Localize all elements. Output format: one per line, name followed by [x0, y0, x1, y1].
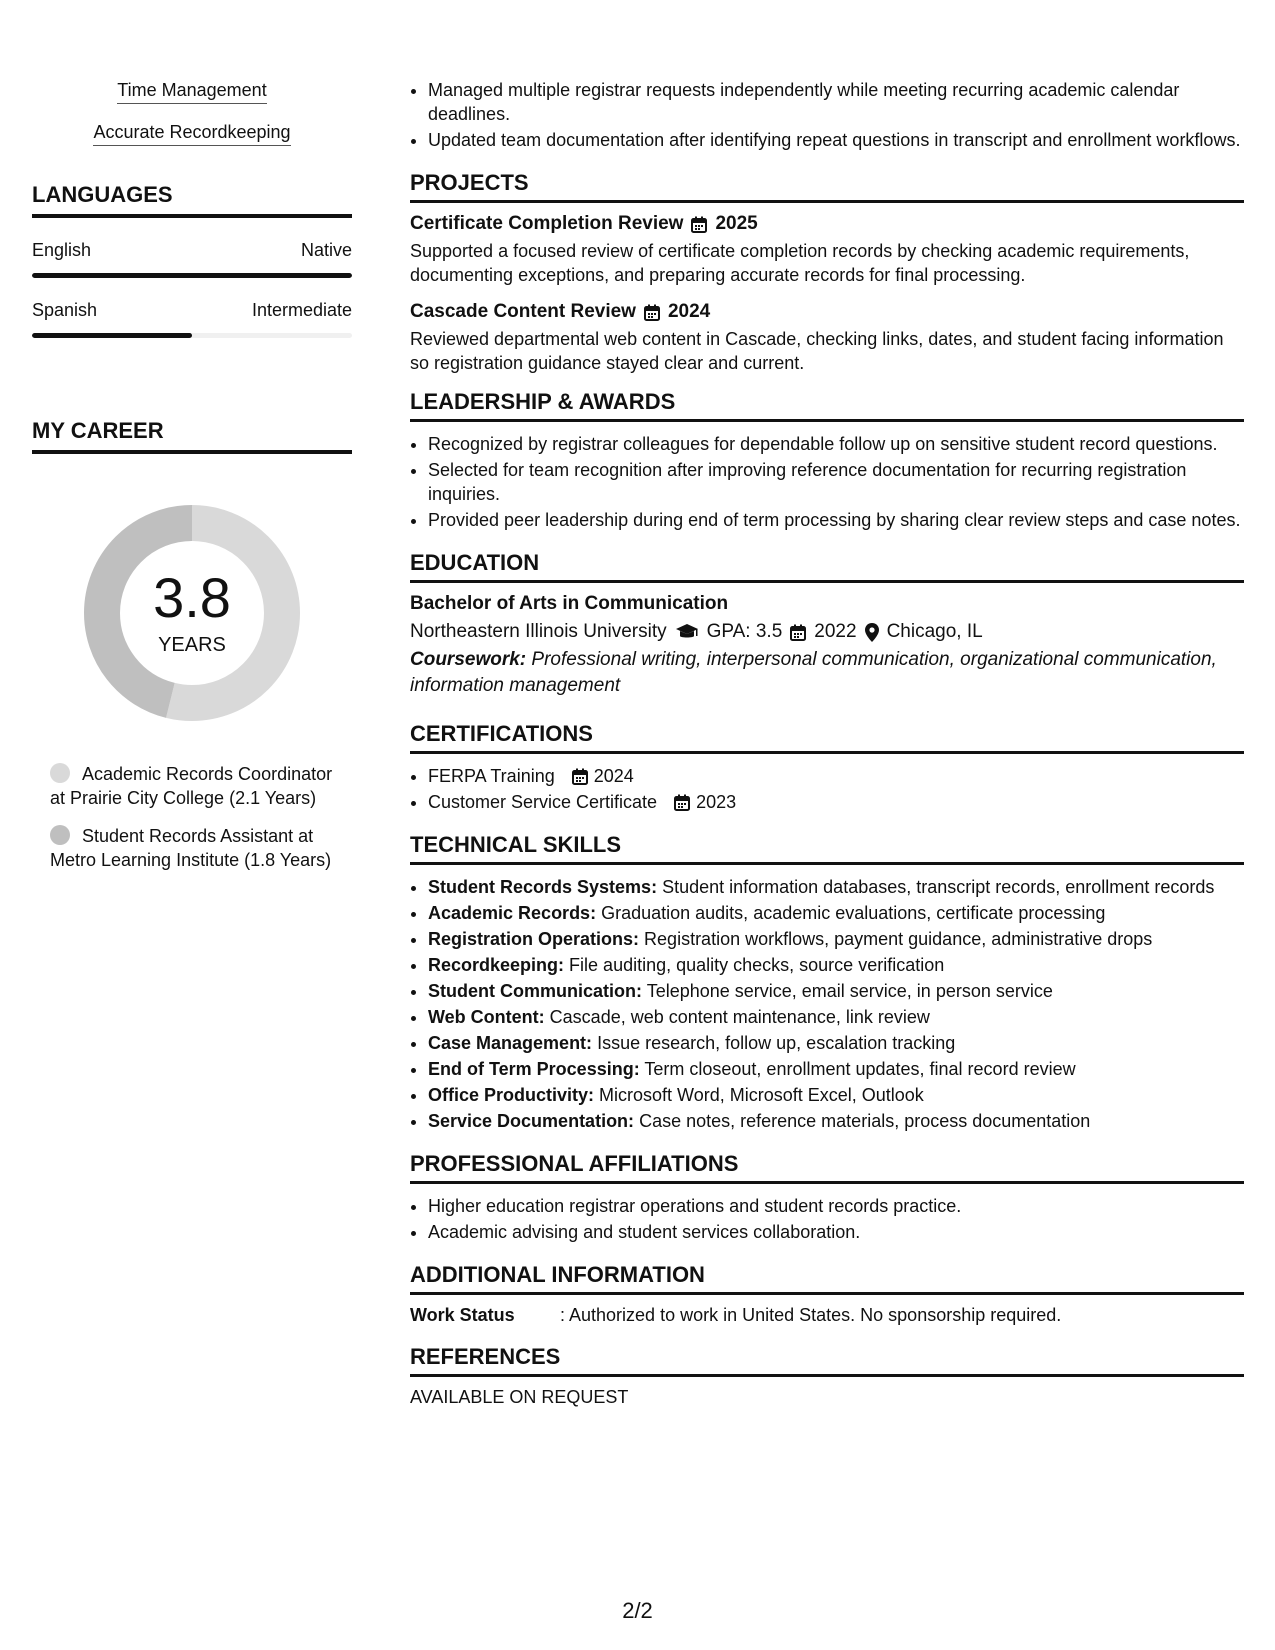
calendar-icon [644, 304, 660, 321]
education-heading: EDUCATION [410, 550, 1244, 583]
technical-skill-item: • Registration Operations: Registration workflows, payment guidance, administrative drops [428, 927, 1244, 951]
projects-heading: PROJECTS [410, 170, 1244, 203]
legend-dot [50, 763, 70, 783]
career-legend-item: Student Records Assistant at Metro Learning Institute (1.8 Years) [50, 826, 332, 870]
certifications-section [410, 721, 1244, 814]
project-entry [410, 213, 1244, 287]
main-content [410, 78, 1244, 1408]
references-section [410, 1344, 1244, 1408]
list-item: • Provided peer leadership during end of term processing by sharing clear review steps and case notes. [428, 508, 1244, 532]
project-year: 2025 [715, 213, 758, 234]
skill-item: Accurate Recordkeeping [32, 122, 352, 146]
calendar-icon [790, 624, 806, 641]
languages-section [32, 182, 352, 338]
graduation-cap-icon [675, 623, 699, 641]
language-bar [32, 333, 352, 338]
list-item: • Recognized by registrar colleagues for dependable follow up on sensitive student record questions. [428, 432, 1244, 456]
career-unit: YEARS [158, 633, 226, 656]
education-gpa: GPA: 3.5 [706, 621, 783, 642]
skill-item: Time Management [32, 80, 352, 104]
technical-skills-section [410, 832, 1244, 1133]
references-text: AVAILABLE ON REQUEST [410, 1387, 629, 1407]
affiliations-heading: PROFESSIONAL AFFILIATIONS [410, 1151, 1244, 1184]
education-location: Chicago, IL [886, 621, 983, 642]
language-bar-fill [32, 273, 352, 278]
career-donut [77, 498, 307, 728]
projects-section [410, 170, 1244, 375]
project-year: 2024 [667, 301, 711, 322]
career-legend-item: Academic Records Coordinator at Prairie City College (2.1 Years) [50, 764, 333, 808]
certifications-heading: CERTIFICATIONS [410, 721, 1244, 754]
project-name: Cascade Content Review [410, 301, 636, 322]
technical-skill-item: • Service Documentation: Case notes, reference materials, process documentation [428, 1109, 1244, 1133]
technical-skills-heading: TECHNICAL SKILLS [410, 832, 1244, 865]
career-total: 3.8 [153, 565, 231, 629]
technical-skills-list [410, 875, 1244, 1133]
list-item: • Updated team documentation after identifying repeat questions in transcript and enrollment workflows. [428, 128, 1244, 152]
career-section [32, 418, 352, 872]
work-status-value: : Authorized to work in United States. No sponsorship required. [560, 1305, 1062, 1325]
additional-info-section [410, 1262, 1244, 1326]
education-school: Northeastern Illinois University [410, 621, 667, 642]
experience-bullets [410, 78, 1244, 152]
language-entry [32, 240, 352, 278]
language-bar [32, 273, 352, 278]
list-item: • Higher education registrar operations and student records practice. [428, 1194, 1244, 1218]
education-section [410, 550, 1244, 699]
technical-skill-item: • Student Records Systems: Student information databases, transcript records, enrollment records [428, 875, 1244, 899]
calendar-icon [572, 768, 588, 785]
work-status-label: Work Status [410, 1305, 515, 1325]
language-name: Spanish [32, 300, 98, 320]
page-number: 2/2 [622, 1598, 653, 1623]
technical-skill-item: • Recordkeeping: File auditing, quality checks, source verification [428, 953, 1244, 977]
career-heading: MY CAREER [32, 418, 352, 454]
sidebar [32, 80, 352, 886]
leadership-section [410, 389, 1244, 532]
list-item: • Academic advising and student services collaboration. [428, 1220, 1244, 1244]
technical-skill-item: • Case Management: Issue research, follow up, escalation tracking [428, 1031, 1244, 1055]
list-item: • Selected for team recognition after improving reference documentation for recurring registration inquiries. [428, 458, 1244, 506]
technical-skill-item: • Academic Records: Graduation audits, academic evaluations, certificate processing [428, 901, 1244, 925]
references-heading: REFERENCES [410, 1344, 1244, 1377]
technical-skill-item: • Web Content: Cascade, web content maintenance, link review [428, 1005, 1244, 1029]
career-legend [32, 762, 352, 872]
education-degree: Bachelor of Arts in Communication [410, 593, 729, 614]
languages-heading: LANGUAGES [32, 182, 352, 218]
language-level: Intermediate [251, 300, 352, 320]
technical-skill-item: • Office Productivity: Microsoft Word, Microsoft Excel, Outlook [428, 1083, 1244, 1107]
technical-skill-item: • End of Term Processing: Term closeout, enrollment updates, final record review [428, 1057, 1244, 1081]
education-year: 2022 [814, 621, 857, 642]
affiliations-section [410, 1151, 1244, 1244]
project-entry [410, 301, 1244, 375]
project-name: Certificate Completion Review [410, 213, 684, 234]
list-item: • FERPA Training 2024 [428, 764, 1244, 788]
list-item: • Customer Service Certificate 2023 [428, 790, 1244, 814]
legend-dot [50, 825, 70, 845]
project-description: Reviewed departmental web content in Cascade, checking links, dates, and student facing information so registration guidance stayed clear and current. [410, 329, 1224, 373]
list-item: • Managed multiple registrar requests independently while meeting recurring academic calendar deadlines. [428, 78, 1244, 126]
education-coursework: Coursework: Professional writing, interpersonal communication, organizational communication, information management [410, 649, 1217, 696]
language-level: Native [300, 240, 352, 260]
calendar-icon [691, 216, 707, 233]
language-bar-fill [32, 333, 192, 338]
calendar-icon [674, 794, 690, 811]
location-pin-icon [865, 623, 879, 642]
leadership-heading: LEADERSHIP & AWARDS [410, 389, 1244, 422]
project-description: Supported a focused review of certificate completion records by checking academic requirements, documenting exceptions, and preparing accurate records for final processing. [410, 241, 1190, 285]
technical-skill-item: • Student Communication: Telephone service, email service, in person service [428, 979, 1244, 1003]
language-entry [32, 300, 352, 338]
language-name: English [32, 240, 92, 260]
additional-info-heading: ADDITIONAL INFORMATION [410, 1262, 1244, 1295]
